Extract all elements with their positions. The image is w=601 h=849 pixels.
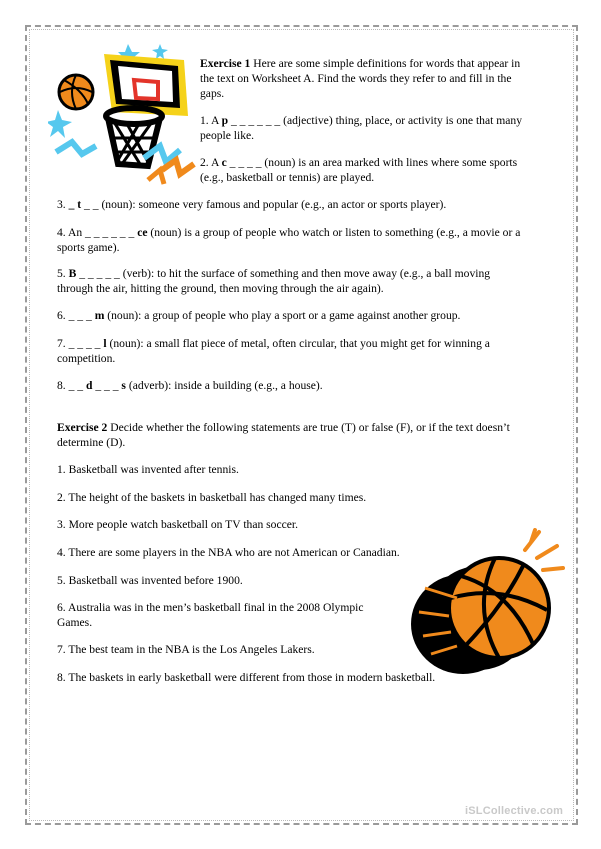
exercise2-statement-4: 4. There are some players in the NBA who are not American or Canadian. — [57, 546, 400, 559]
exercise2-statement-6: 6. Australia was in the men’s basketball final in the 2008 Olympic — [57, 601, 364, 614]
exercise1-intro-line1: Exercise 1 Here are some simple definitions for words that appear in — [200, 57, 521, 70]
exercise2-statement-7: 7. The best team in the NBA is the Los Angeles Lakers. — [57, 643, 315, 656]
exercise2-statement-5: 5. Basketball was invented before 1900. — [57, 574, 243, 587]
basketball-hoop-clipart — [48, 42, 196, 192]
exercise2-statement-8: 8. The baskets in early basketball were different from those in modern basketball. — [57, 671, 436, 684]
exercise1-item-1: 1. A p _ _ _ _ _ _ (adjective) thing, place, or activity is one that many — [200, 114, 522, 127]
exercise1-item-7: 7. _ _ _ _ l (noun): a small flat piece of metal, often circular, that you might get for winning a — [57, 337, 490, 350]
exercise1-intro-line3: gaps. — [200, 87, 225, 100]
exercise1-item-6: 6. _ _ _ m (noun): a group of people who play a sport or a game against another group. — [57, 309, 461, 322]
basketball-clipart — [405, 528, 565, 680]
exercise1-item-3: 3. _ t _ _ (noun): someone very famous and popular (e.g., an actor or sports player). — [57, 198, 447, 211]
exercise2-intro-line2: determine (D). — [57, 436, 126, 449]
watermark: iSLCollective.com — [465, 805, 564, 817]
exercise2-statement-3: 3. More people watch basketball on TV than soccer. — [57, 518, 299, 531]
exercise2-statement-1: 1. Basketball was invented after tennis. — [57, 463, 239, 476]
exercise1-item-2: 2. A c _ _ _ _ (noun) is an area marked with lines where some sports — [200, 156, 518, 169]
exercise1-item-7-cont: competition. — [57, 352, 116, 365]
exercise1-item-1-cont: people like. — [200, 129, 255, 142]
exercise1-item-2-cont: (e.g., basketball or tennis) are played. — [200, 171, 375, 184]
exercise1-item-8: 8. _ _ d _ _ _ s (adverb): inside a building (e.g., a house). — [57, 379, 323, 392]
exercise2-statement-6-cont: Games. — [57, 616, 93, 629]
exercise1-heading: Exercise 1 — [200, 57, 251, 70]
exercise1-item-5-cont: through the air, hitting the ground, then moving through the air again). — [57, 282, 384, 295]
exercise2-intro-line1: Exercise 2 Decide whether the following statements are true (T) or false (F), or if the text doesn’t — [57, 421, 510, 434]
exercise1-item-4: 4. An _ _ _ _ _ _ ce (noun) is a group of people who watch or listen to something (e.g., a movie or a — [57, 226, 521, 239]
exercise1-item-5: 5. B _ _ _ _ _ (verb): to hit the surface of something and then move away (e.g., a ball moving — [57, 267, 491, 280]
exercise2-heading: Exercise 2 — [57, 421, 108, 434]
exercise1-item-4-cont: sports game). — [57, 241, 120, 254]
exercise2-statement-2: 2. The height of the baskets in basketball has changed many times. — [57, 491, 367, 504]
exercise1-intro-line2: the text on Worksheet A. Find the words they refer to and fill in the — [200, 72, 512, 85]
